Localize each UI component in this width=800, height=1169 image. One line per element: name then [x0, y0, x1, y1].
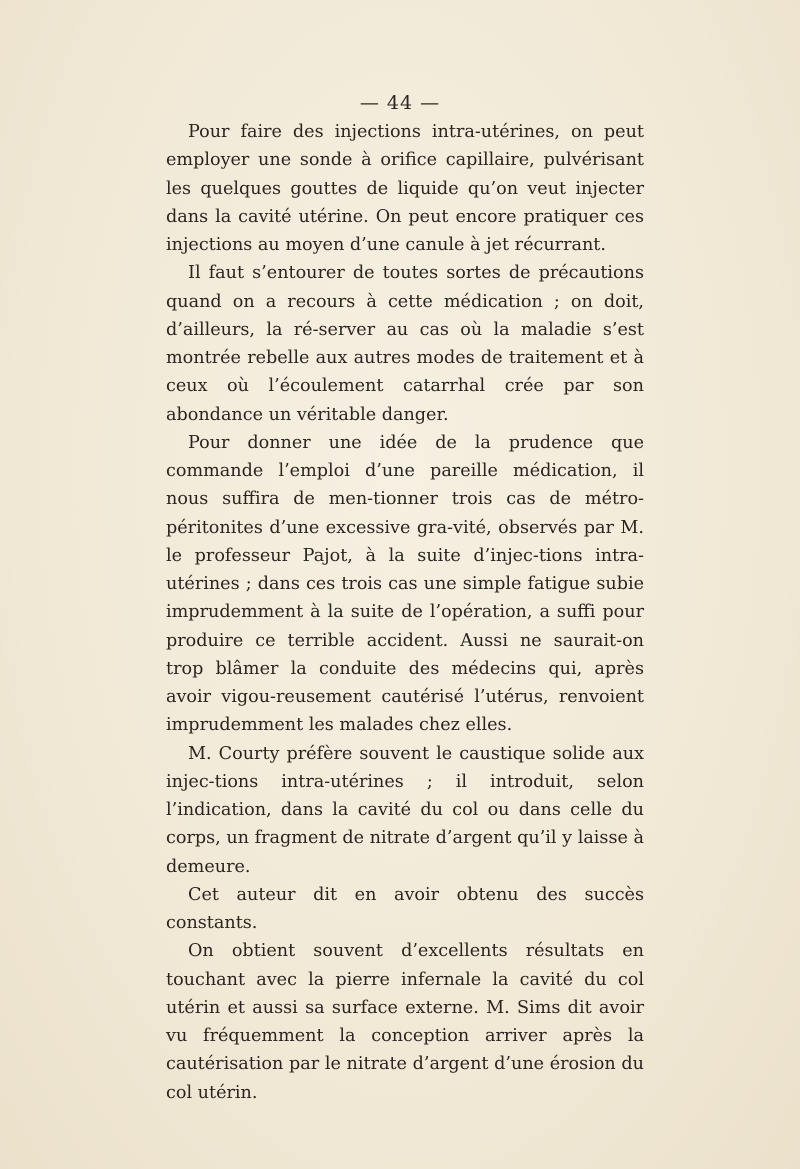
paragraph-prudence: Pour donner une idée de la prudence que commande l’emploi d’une pareille médication, il nous suffira de men-tionner trois cas de métro-péritonites d’une excessive gra-vité, observés par M. le professeur Pajot, à la suite d’injec-tions intra-utérines ; dans ces trois cas une simple fatigue subie imprudemment à la suite de l’opération, a suffi pour produire ce terrible accident. Aussi ne saurait-on trop blâmer la conduite des médecins qui, après avoir vigou-reusement cautérisé l’utérus, renvoient imprudemment les malades chez elles. [166, 432, 644, 736]
paragraph-precautions: Il faut s’entourer de toutes sortes de précautions quand on a recours à cette médication ; on doit, d’ailleurs, la ré-server au cas où la maladie s’est montrée rebelle aux autres modes de traitement et à ceux où l’écoulement catarrhal crée par son abondance un véritable danger. [166, 263, 644, 425]
paragraph-injections: Pour faire des injections intra-utérines, on peut employer une sonde à orifice capillaire, pulvérisant les quelques gouttes de liquide qu’on veut injecter dans la cavité utérine. On peut encore pratiquer ces injections au moyen d’une canule à jet récurrant. [166, 122, 644, 255]
paragraph-success: Cet auteur dit en avoir obtenu des succès constants. [166, 884, 644, 933]
body-text [166, 118, 644, 1107]
paragraph-sims: On obtient souvent d’excellents résultats en touchant avec la pierre infernale la cavité du col utérin et aussi sa surface externe. M. Sims dit avoir vu fréquemment la conception arriver après la cautérisation par le nitrate d’argent d’une érosion du col utérin. [166, 941, 644, 1103]
paragraph-courty: M. Courty préfère souvent le caustique solide aux injec-tions intra-utérines ; il introduit, selon l’indication, dans la cavité du col ou dans celle du corps, un fragment de nitrate d’argent qu’il y laisse à demeure. [166, 743, 644, 877]
page-number: — 44 — [359, 92, 441, 114]
